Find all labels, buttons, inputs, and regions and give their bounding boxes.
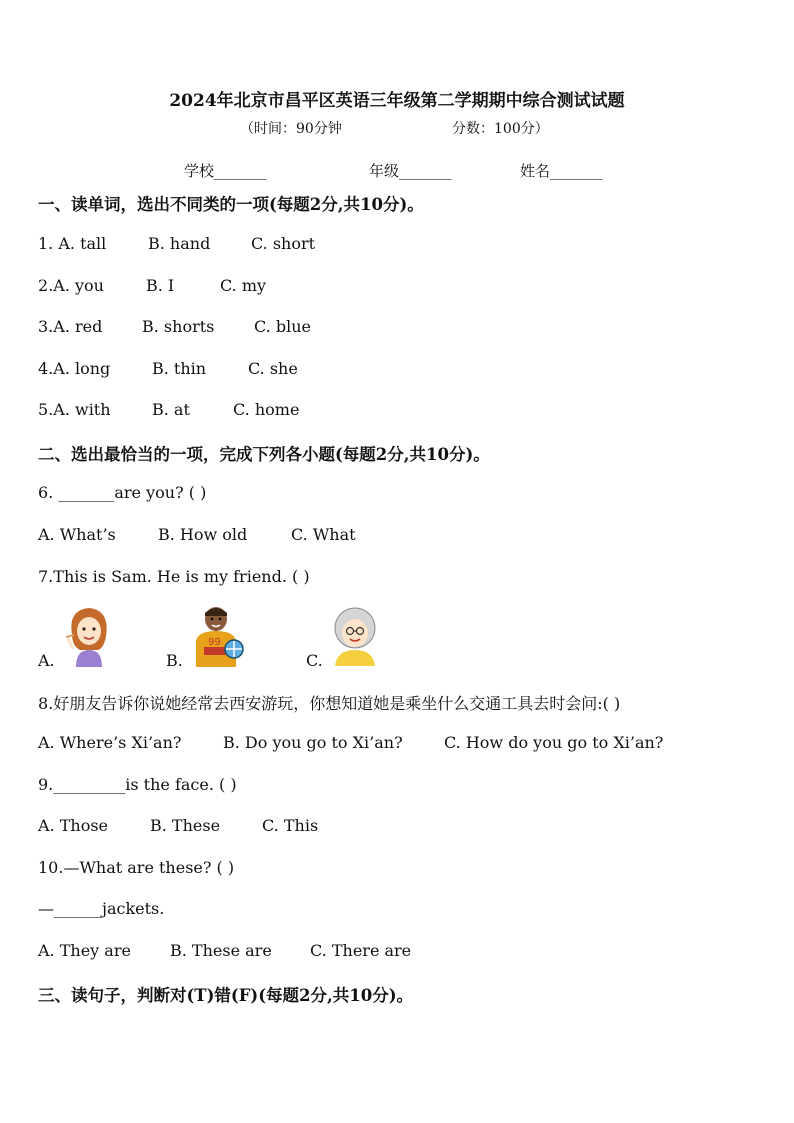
- q9-option-c[interactable]: C. This: [262, 816, 319, 835]
- question-6-stem: 6. _______are you? ( ): [38, 483, 207, 502]
- q7-option-c-label[interactable]: C.: [306, 651, 323, 670]
- name-field[interactable]: 姓名_______: [520, 162, 603, 180]
- girl-picture[interactable]: [64, 604, 114, 667]
- q1-option-a[interactable]: 1. A. tall: [38, 234, 107, 253]
- question-10-stem: 10.—What are these? ( ): [38, 858, 235, 877]
- q8-option-c[interactable]: C. How do you go to Xi’an?: [444, 733, 664, 752]
- q9-option-b[interactable]: B. These: [150, 816, 221, 835]
- section-3-heading: 三、读句子，判断对(T)错(F)(每题2分,共10分)。: [38, 986, 414, 1005]
- q1-option-c[interactable]: C. short: [251, 234, 316, 253]
- q5-option-c[interactable]: C. home: [233, 400, 300, 419]
- q10-option-c[interactable]: C. There are: [310, 941, 412, 960]
- q2-option-a[interactable]: 2.A. you: [38, 276, 104, 295]
- question-7-stem: 7.This is Sam. He is my friend. ( ): [38, 567, 310, 586]
- exam-time: （时间：90分钟: [240, 121, 342, 137]
- school-field[interactable]: 学校_______: [184, 162, 267, 180]
- section-2-heading: 二、选出最恰当的一项，完成下列各小题(每题2分,共10分)。: [38, 445, 490, 464]
- q6-option-b[interactable]: B. How old: [158, 525, 248, 544]
- q2-option-c[interactable]: C. my: [220, 276, 267, 295]
- grade-field[interactable]: 年级_______: [369, 162, 452, 180]
- q3-option-b[interactable]: B. shorts: [142, 317, 215, 336]
- q6-option-a[interactable]: A. What’s: [38, 525, 116, 544]
- question-9-options: [38, 816, 318, 835]
- question-3: [38, 317, 311, 336]
- q5-option-a[interactable]: 5.A. with: [38, 400, 111, 419]
- question-2: [38, 276, 266, 295]
- exam-score: 分数：100分）: [452, 121, 549, 137]
- section-1-heading: 一、读单词，选出不同类的一项(每题2分,共10分)。: [38, 195, 424, 214]
- svg-text:99: 99: [208, 637, 221, 648]
- question-8-stem: 8.好朋友告诉你说她经常去西安游玩，你想知道她是乘坐什么交通工具去时会问:( ): [38, 694, 621, 713]
- q4-option-b[interactable]: B. thin: [152, 359, 207, 378]
- question-1: [38, 234, 315, 253]
- q8-option-b[interactable]: B. Do you go to Xi’an?: [223, 733, 403, 752]
- question-6-options: [38, 525, 356, 544]
- question-8-options: [38, 733, 663, 752]
- question-5: [38, 400, 299, 419]
- q6-option-c[interactable]: C. What: [291, 525, 356, 544]
- q8-option-a[interactable]: A. Where’s Xi’an?: [38, 733, 182, 752]
- question-10-answer-line: —______jackets.: [38, 899, 165, 918]
- q5-option-b[interactable]: B. at: [152, 400, 190, 419]
- q10-option-a[interactable]: A. They are: [38, 941, 131, 960]
- q3-option-c[interactable]: C. blue: [254, 317, 311, 336]
- q3-option-a[interactable]: 3.A. red: [38, 317, 103, 336]
- q1-option-b[interactable]: B. hand: [148, 234, 211, 253]
- grandma-picture[interactable]: [331, 606, 379, 666]
- q7-option-b-label[interactable]: B.: [166, 651, 183, 670]
- q7-option-a-label[interactable]: A.: [38, 651, 55, 670]
- question-10-options: [38, 941, 411, 960]
- q10-option-b[interactable]: B. These are: [170, 941, 272, 960]
- question-9-stem: 9._________is the face. ( ): [38, 775, 237, 794]
- question-4: [38, 359, 298, 378]
- q4-option-c[interactable]: C. she: [248, 359, 298, 378]
- page-title: 2024年北京市昌平区英语三年级第二学期期中综合测试试题: [169, 91, 625, 111]
- q2-option-b[interactable]: B. I: [146, 276, 175, 295]
- q4-option-a[interactable]: 4.A. long: [38, 359, 111, 378]
- q9-option-a[interactable]: A. Those: [38, 816, 109, 835]
- football-boy-picture[interactable]: [190, 603, 248, 667]
